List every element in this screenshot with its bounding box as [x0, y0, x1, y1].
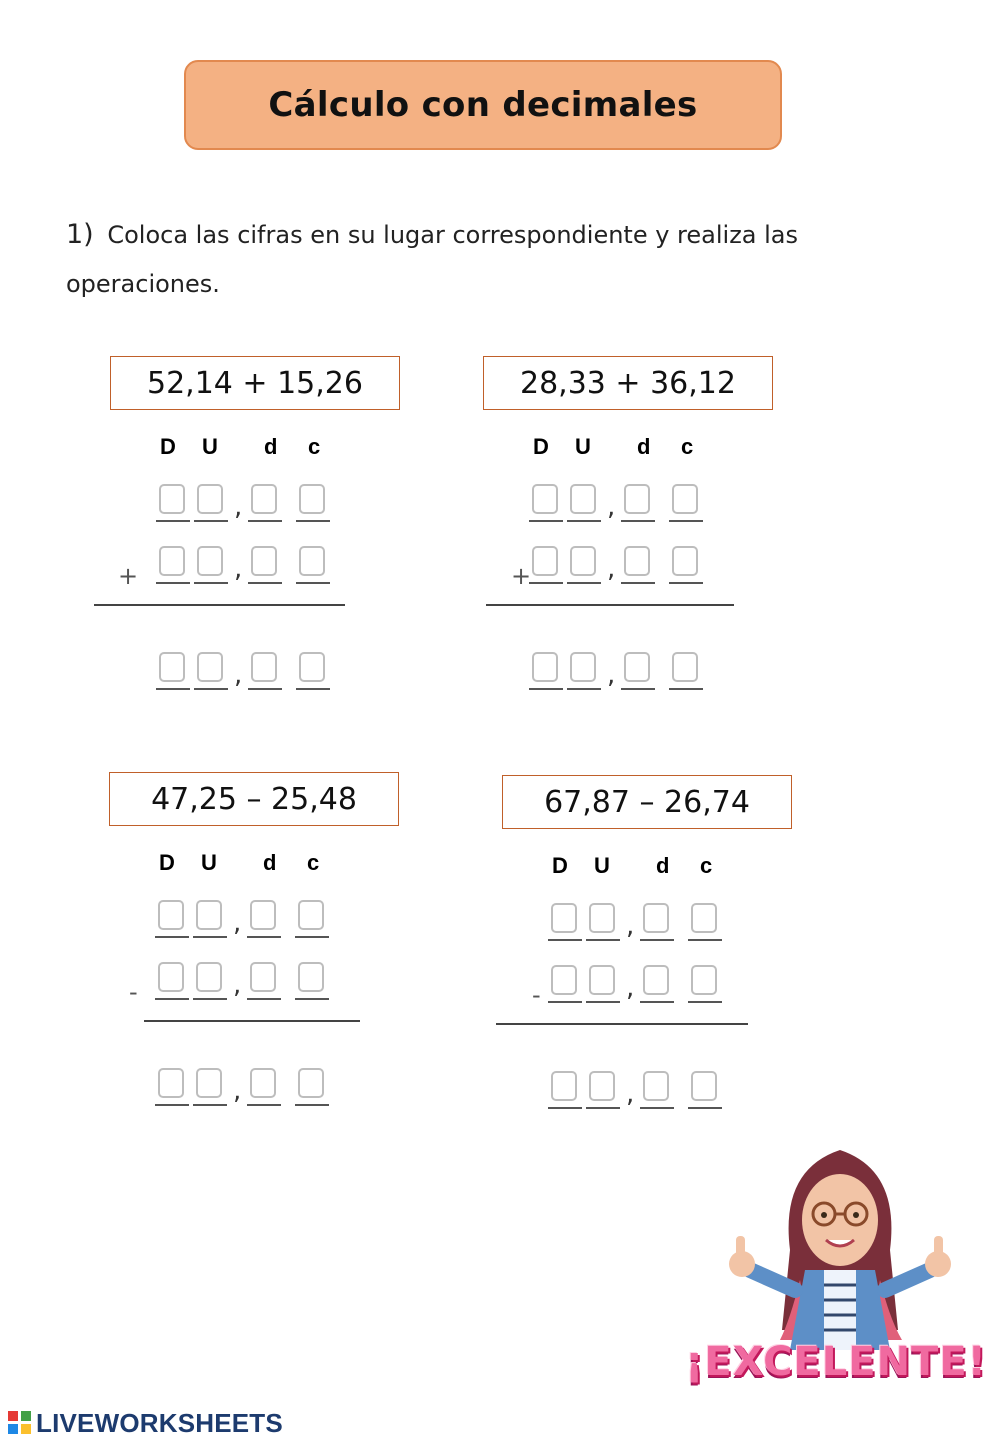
- result-digit-input[interactable]: [690, 1071, 720, 1107]
- digit-underline: [567, 582, 601, 584]
- second-number-digit-input[interactable]: [690, 965, 720, 1001]
- decimal-comma: ,: [233, 970, 242, 1000]
- footer-brand: LIVEWORKSHEETS: [36, 1407, 283, 1438]
- first-number-digit-input[interactable]: [690, 903, 720, 939]
- exercise-block: [483, 356, 783, 726]
- digit-underline: [586, 1001, 620, 1003]
- decimal-comma: ,: [626, 1079, 635, 1109]
- digit-box[interactable]: [551, 903, 577, 933]
- place-label-tens: D: [159, 850, 175, 875]
- decimal-comma: ,: [607, 492, 616, 522]
- result-digit-input[interactable]: [297, 1068, 327, 1104]
- digit-box[interactable]: [298, 900, 324, 930]
- sum-line: [486, 604, 686, 606]
- exercise-block: [109, 772, 409, 1142]
- result-digit-input[interactable]: [157, 1068, 187, 1104]
- digit-underline: [688, 1001, 722, 1003]
- digit-box[interactable]: [250, 1068, 276, 1098]
- first-number-digit-input[interactable]: [157, 900, 187, 936]
- digit-underline: [295, 1104, 329, 1106]
- place-label-tens: D: [552, 853, 568, 878]
- first-number-digit-input[interactable]: [196, 484, 226, 520]
- digit-box[interactable]: [250, 962, 276, 992]
- second-number-digit-input[interactable]: [297, 962, 327, 998]
- digit-underline: [669, 582, 703, 584]
- digit-underline: [247, 998, 281, 1000]
- digit-box[interactable]: [158, 1068, 184, 1098]
- digit-underline: [295, 998, 329, 1000]
- result-digit-input[interactable]: [250, 652, 280, 688]
- avatar-illustration: [720, 1130, 960, 1360]
- first-number-digit-input[interactable]: [588, 903, 618, 939]
- result-digit-input[interactable]: [249, 1068, 279, 1104]
- sum-line: [312, 1020, 360, 1022]
- digit-underline: [193, 1104, 227, 1106]
- digit-underline: [621, 582, 655, 584]
- place-label-units: U: [594, 853, 610, 878]
- decimal-comma: ,: [626, 911, 635, 941]
- digit-box[interactable]: [196, 900, 222, 930]
- digit-box[interactable]: [691, 965, 717, 995]
- digit-box[interactable]: [299, 484, 325, 514]
- digit-underline: [248, 582, 282, 584]
- operation-sign: -: [129, 978, 138, 1006]
- place-label-hundredths: c: [681, 434, 694, 459]
- digit-box[interactable]: [251, 652, 277, 682]
- second-number-digit-input[interactable]: [196, 546, 226, 582]
- digit-box[interactable]: [589, 1071, 615, 1101]
- digit-underline: [529, 582, 563, 584]
- digit-underline: [567, 688, 601, 690]
- decimal-comma: ,: [234, 492, 243, 522]
- digit-underline: [156, 582, 190, 584]
- digit-box[interactable]: [196, 1068, 222, 1098]
- digit-box[interactable]: [551, 1071, 577, 1101]
- first-number-digit-input[interactable]: [249, 900, 279, 936]
- first-number-digit-input[interactable]: [550, 903, 580, 939]
- decimal-comma: ,: [233, 908, 242, 938]
- digit-box[interactable]: [589, 903, 615, 933]
- sum-line: [698, 1023, 748, 1025]
- footer: [8, 1405, 283, 1441]
- page-title: Cálculo con decimales: [268, 85, 698, 125]
- place-label-units: U: [575, 434, 591, 459]
- digit-underline: [669, 520, 703, 522]
- digit-underline: [548, 1001, 582, 1003]
- digit-underline: [156, 520, 190, 522]
- digit-box[interactable]: [158, 900, 184, 930]
- first-number-digit-input[interactable]: [297, 900, 327, 936]
- digit-underline: [296, 688, 330, 690]
- digit-underline: [688, 939, 722, 941]
- decimal-comma: ,: [607, 660, 616, 690]
- digit-underline: [194, 520, 228, 522]
- result-digit-input[interactable]: [158, 652, 188, 688]
- decimal-comma: ,: [234, 660, 243, 690]
- result-digit-input[interactable]: [298, 652, 328, 688]
- instruction: [66, 210, 866, 309]
- place-label-tenths: d: [656, 853, 670, 878]
- digit-box[interactable]: [672, 546, 698, 576]
- digit-box[interactable]: [643, 903, 669, 933]
- place-label-tenths: d: [264, 434, 278, 459]
- digit-underline: [529, 520, 563, 522]
- place-label-tenths: d: [263, 850, 277, 875]
- digit-box[interactable]: [159, 484, 185, 514]
- digit-box[interactable]: [251, 546, 277, 576]
- second-number-digit-input[interactable]: [157, 962, 187, 998]
- result-digit-input[interactable]: [196, 652, 226, 688]
- digit-underline: [155, 1104, 189, 1106]
- operation-box: 47,25 – 25,48: [109, 772, 399, 826]
- first-number-digit-input[interactable]: [298, 484, 328, 520]
- result-digit-input[interactable]: [569, 652, 599, 688]
- digit-box[interactable]: [643, 1071, 669, 1101]
- digit-underline: [586, 1107, 620, 1109]
- result-digit-input[interactable]: [642, 1071, 672, 1107]
- second-number-digit-input[interactable]: [569, 546, 599, 582]
- digit-underline: [640, 1107, 674, 1109]
- place-label-units: U: [201, 850, 217, 875]
- digit-underline: [194, 582, 228, 584]
- digit-underline: [529, 688, 563, 690]
- digit-underline: [296, 520, 330, 522]
- place-label-tens: D: [533, 434, 549, 459]
- digit-underline: [548, 939, 582, 941]
- result-digit-input[interactable]: [550, 1071, 580, 1107]
- operation-box: 67,87 – 26,74: [502, 775, 792, 829]
- digit-box[interactable]: [691, 903, 717, 933]
- digit-box[interactable]: [197, 546, 223, 576]
- first-number-digit-input[interactable]: [158, 484, 188, 520]
- digit-box[interactable]: [197, 652, 223, 682]
- second-number-digit-input[interactable]: [249, 962, 279, 998]
- digit-underline: [296, 582, 330, 584]
- decimal-comma: ,: [233, 1076, 242, 1106]
- digit-underline: [688, 1107, 722, 1109]
- result-digit-input[interactable]: [588, 1071, 618, 1107]
- place-label-tenths: d: [637, 434, 651, 459]
- first-number-digit-input[interactable]: [671, 484, 701, 520]
- digit-underline: [248, 688, 282, 690]
- first-number-digit-input[interactable]: [195, 900, 225, 936]
- digit-underline: [640, 939, 674, 941]
- digit-box[interactable]: [158, 962, 184, 992]
- digit-box[interactable]: [624, 652, 650, 682]
- digit-underline: [247, 1104, 281, 1106]
- excellent-badge: ¡EXCELENTE!: [685, 1339, 987, 1385]
- second-number-digit-input[interactable]: [623, 546, 653, 582]
- digit-underline: [567, 520, 601, 522]
- second-number-digit-input[interactable]: [531, 546, 561, 582]
- digit-underline: [193, 998, 227, 1000]
- second-number-digit-input[interactable]: [671, 546, 701, 582]
- digit-box[interactable]: [643, 965, 669, 995]
- operation-sign: +: [511, 562, 532, 590]
- instruction-number: 1): [66, 219, 94, 250]
- second-number-digit-input[interactable]: [158, 546, 188, 582]
- digit-box[interactable]: [672, 484, 698, 514]
- digit-box[interactable]: [672, 652, 698, 682]
- operation-sign: +: [118, 562, 139, 590]
- digit-underline: [621, 520, 655, 522]
- place-label-hundredths: c: [700, 853, 713, 878]
- digit-box[interactable]: [299, 546, 325, 576]
- second-number-digit-input[interactable]: [298, 546, 328, 582]
- digit-box[interactable]: [570, 484, 596, 514]
- digit-underline: [194, 688, 228, 690]
- digit-box[interactable]: [691, 1071, 717, 1101]
- digit-box[interactable]: [624, 484, 650, 514]
- result-digit-input[interactable]: [195, 1068, 225, 1104]
- decimal-comma: ,: [234, 554, 243, 584]
- result-digit-input[interactable]: [623, 652, 653, 688]
- digit-underline: [621, 688, 655, 690]
- digit-box[interactable]: [196, 962, 222, 992]
- first-number-digit-input[interactable]: [250, 484, 280, 520]
- digit-box[interactable]: [532, 484, 558, 514]
- first-number-digit-input[interactable]: [531, 484, 561, 520]
- second-number-digit-input[interactable]: [250, 546, 280, 582]
- title-banner: [184, 60, 782, 150]
- exercise-block: [502, 775, 802, 1145]
- result-digit-input[interactable]: [531, 652, 561, 688]
- decimal-comma: ,: [626, 973, 635, 1003]
- digit-box[interactable]: [298, 962, 324, 992]
- second-number-digit-input[interactable]: [550, 965, 580, 1001]
- digit-box[interactable]: [589, 965, 615, 995]
- place-label-hundredths: c: [308, 434, 321, 459]
- digit-underline: [548, 1107, 582, 1109]
- digit-box[interactable]: [298, 1068, 324, 1098]
- digit-box[interactable]: [532, 652, 558, 682]
- digit-box[interactable]: [570, 546, 596, 576]
- digit-underline: [155, 936, 189, 938]
- digit-underline: [295, 936, 329, 938]
- digit-underline: [156, 688, 190, 690]
- place-label-hundredths: c: [307, 850, 320, 875]
- instruction-text: Coloca las cifras en su lugar correspondiente y realiza las operaciones.: [66, 221, 799, 298]
- first-number-digit-input[interactable]: [623, 484, 653, 520]
- digit-box[interactable]: [250, 900, 276, 930]
- digit-box[interactable]: [159, 652, 185, 682]
- digit-box[interactable]: [570, 652, 596, 682]
- first-number-digit-input[interactable]: [569, 484, 599, 520]
- digit-box[interactable]: [197, 484, 223, 514]
- liveworksheets-logo-icon: [8, 1411, 32, 1435]
- digit-box[interactable]: [624, 546, 650, 576]
- decimal-comma: ,: [607, 554, 616, 584]
- operation-sign: -: [532, 981, 541, 1009]
- digit-underline: [193, 936, 227, 938]
- digit-box[interactable]: [251, 484, 277, 514]
- digit-underline: [248, 520, 282, 522]
- digit-box[interactable]: [299, 652, 325, 682]
- exercise-block: [110, 356, 410, 726]
- digit-underline: [155, 998, 189, 1000]
- digit-box[interactable]: [551, 965, 577, 995]
- digit-box[interactable]: [532, 546, 558, 576]
- sum-line: [496, 1023, 698, 1025]
- sum-line: [686, 604, 734, 606]
- first-number-digit-input[interactable]: [642, 903, 672, 939]
- operation-box: 52,14 + 15,26: [110, 356, 400, 410]
- result-digit-input[interactable]: [671, 652, 701, 688]
- sum-line: [144, 1020, 312, 1022]
- second-number-digit-input[interactable]: [642, 965, 672, 1001]
- digit-underline: [247, 936, 281, 938]
- second-number-digit-input[interactable]: [195, 962, 225, 998]
- digit-box[interactable]: [159, 546, 185, 576]
- place-label-tens: D: [160, 434, 176, 459]
- digit-underline: [640, 1001, 674, 1003]
- digit-underline: [669, 688, 703, 690]
- second-number-digit-input[interactable]: [588, 965, 618, 1001]
- sum-line: [295, 604, 345, 606]
- operation-box: 28,33 + 36,12: [483, 356, 773, 410]
- place-label-units: U: [202, 434, 218, 459]
- digit-underline: [586, 939, 620, 941]
